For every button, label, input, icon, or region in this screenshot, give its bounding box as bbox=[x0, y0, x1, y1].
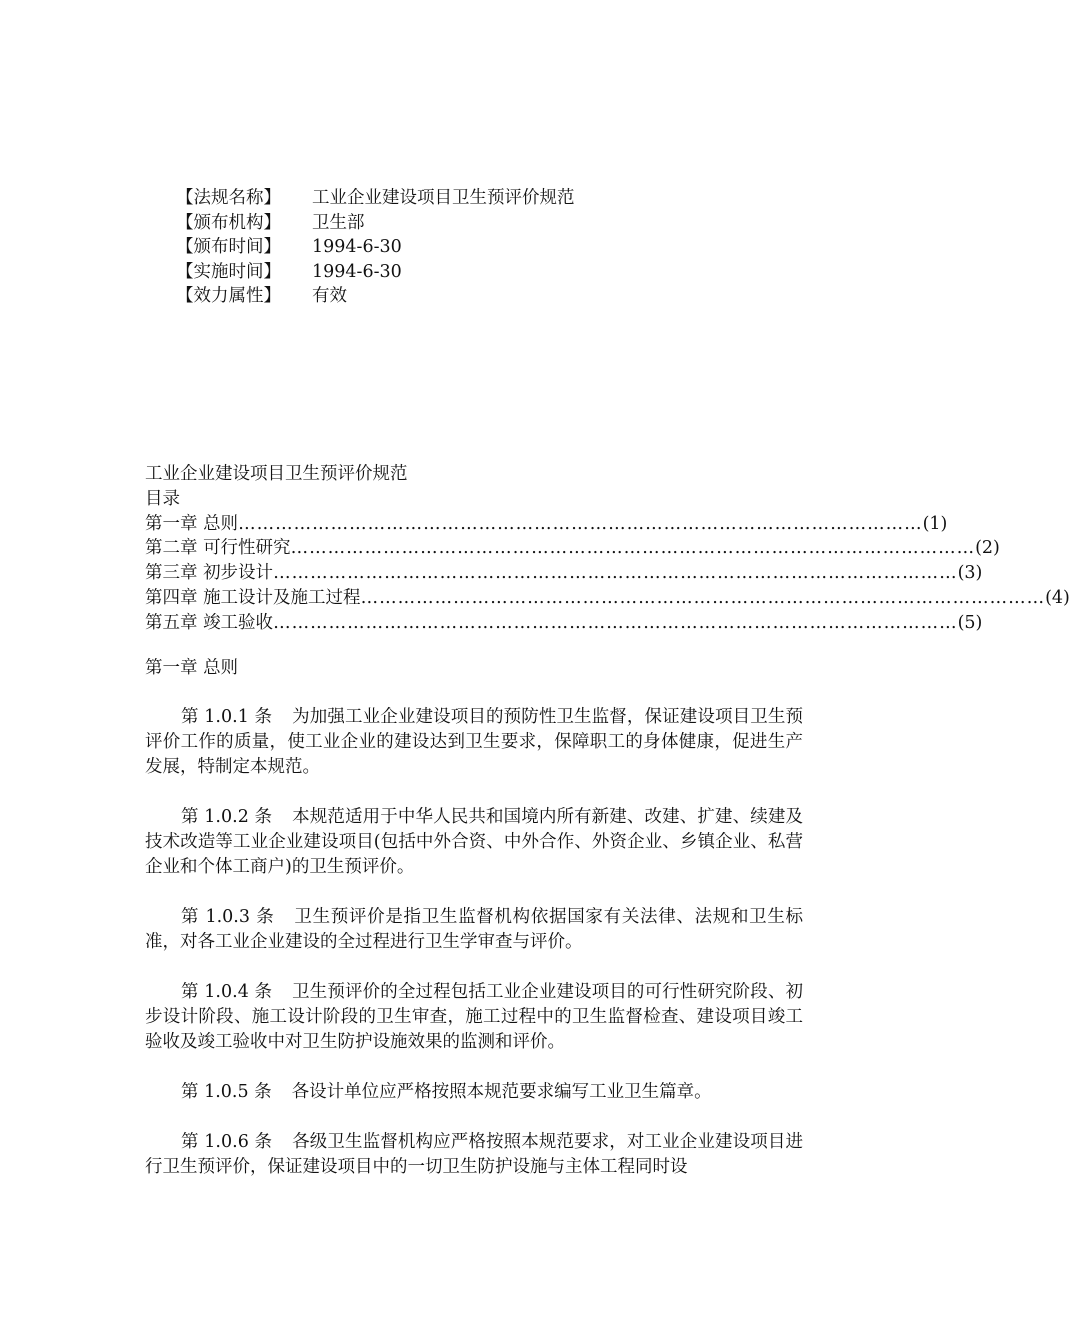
meta-row-issuer bbox=[176, 211, 575, 236]
toc-entry[interactable] bbox=[145, 611, 983, 636]
meta-value: 卫生部 bbox=[312, 212, 365, 233]
article-number: 第 1.0.4 条 bbox=[181, 982, 273, 1003]
article-text: 各级卫生监督机构应严格按照本规范要求，对工业企业建设项目进行卫生预评价，保证建设项目中的一切卫生防护设施与主体工程同时设 bbox=[145, 1132, 804, 1178]
toc-entry[interactable] bbox=[145, 536, 1000, 561]
meta-row-effective-date bbox=[176, 260, 575, 285]
article-number: 第 1.0.5 条 bbox=[181, 1082, 272, 1103]
toc-entry-page: (3) bbox=[957, 563, 983, 584]
meta-row-name bbox=[176, 186, 575, 211]
toc-entry[interactable] bbox=[145, 561, 983, 586]
toc-entry[interactable] bbox=[145, 586, 1070, 611]
article-paragraph bbox=[145, 1080, 803, 1105]
article-paragraph bbox=[145, 805, 803, 880]
toc-leader-dots: ………………………………………………………………………………………………… bbox=[290, 538, 976, 559]
toc-entry-label: 第一章 总则 bbox=[145, 513, 239, 534]
toc-leader-dots: ………………………………………………………………………………………………… bbox=[273, 612, 958, 633]
toc-entry[interactable] bbox=[145, 512, 948, 537]
article-number: 第 1.0.6 条 bbox=[181, 1132, 273, 1153]
toc-title: 目录 bbox=[145, 488, 180, 509]
meta-value: 1994-6-30 bbox=[312, 261, 402, 282]
article-number: 第 1.0.2 条 bbox=[181, 807, 273, 828]
meta-value: 1994-6-30 bbox=[312, 237, 402, 258]
document-metadata bbox=[176, 186, 575, 309]
toc-leader-dots: ………………………………………………………………………………………………… bbox=[273, 563, 958, 584]
article-paragraph bbox=[145, 905, 803, 955]
toc-entry-page: (5) bbox=[957, 612, 983, 633]
article-text: 卫生预评价是指卫生监督机构依据国家有关法律、法规和卫生标准，对各工业企业建设的全过程进行卫生学审查与评价。 bbox=[145, 907, 804, 953]
document-body bbox=[145, 462, 1070, 1180]
meta-key: 【效力属性】 bbox=[176, 286, 281, 307]
toc-leader-dots: ………………………………………………………………………………………………… bbox=[360, 587, 1046, 608]
toc-entry-label: 第四章 施工设计及施工过程 bbox=[145, 587, 361, 608]
meta-value: 有效 bbox=[312, 286, 347, 307]
article-number: 第 1.0.1 条 bbox=[181, 707, 273, 728]
meta-row-issue-date bbox=[176, 235, 575, 260]
toc-entry-label: 第二章 可行性研究 bbox=[145, 538, 291, 559]
toc-entry-label: 第三章 初步设计 bbox=[145, 563, 274, 584]
table-of-contents bbox=[145, 512, 1070, 636]
toc-entry-page: (4) bbox=[1045, 587, 1070, 608]
article-text: 为加强工业企业建设项目的预防性卫生监督，保证建设项目卫生预评价工作的质量，使工业企业的建设达到卫生要求，保障职工的身体健康，促进生产发展，特制定本规范。 bbox=[145, 707, 804, 778]
meta-key: 【实施时间】 bbox=[176, 261, 281, 282]
article-paragraph bbox=[145, 980, 803, 1055]
meta-row-status bbox=[176, 284, 575, 309]
document-title: 工业企业建设项目卫生预评价规范 bbox=[145, 464, 408, 484]
chapter-heading: 第一章 总则 bbox=[145, 657, 239, 678]
article-number: 第 1.0.3 条 bbox=[181, 907, 275, 928]
article-paragraph bbox=[145, 1130, 803, 1180]
toc-entry-page: (1) bbox=[922, 513, 948, 534]
meta-value: 工业企业建设项目卫生预评价规范 bbox=[312, 188, 575, 208]
toc-entry-label: 第五章 竣工验收 bbox=[145, 612, 274, 633]
meta-key: 【颁布时间】 bbox=[176, 237, 281, 258]
article-text: 本规范适用于中华人民共和国境内所有新建、改建、扩建、续建及技术改造等工业企业建设项目(包括中外合资、中外合作、外资企业、乡镇企业、私营企业和个体工商户)的卫生预评价。 bbox=[145, 807, 804, 878]
toc-leader-dots: ………………………………………………………………………………………………… bbox=[238, 513, 923, 534]
article-text: 卫生预评价的全过程包括工业企业建设项目的可行性研究阶段、初步设计阶段、施工设计阶段的卫生审查，施工过程中的卫生监督检查、建设项目竣工验收及竣工验收中对卫生防护设施效果的监测和评价。 bbox=[145, 982, 804, 1053]
meta-key: 【颁布机构】 bbox=[176, 212, 281, 233]
meta-key: 【法规名称】 bbox=[176, 188, 281, 208]
article-paragraph bbox=[145, 705, 803, 780]
toc-entry-page: (2) bbox=[975, 538, 1000, 559]
article-text: 各设计单位应严格按照本规范要求编写工业卫生篇章。 bbox=[291, 1082, 712, 1103]
